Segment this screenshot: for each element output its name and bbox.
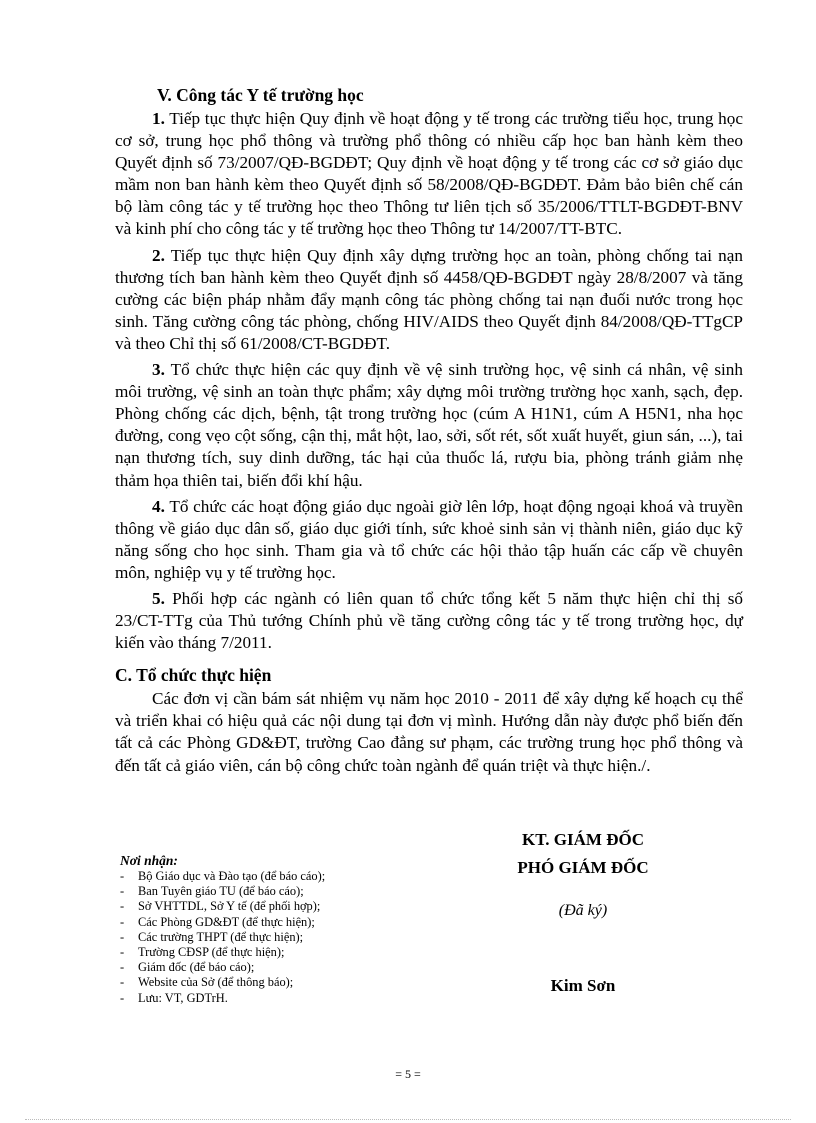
- item-number: 1.: [152, 109, 165, 128]
- item-text: Tổ chức thực hiện các quy định về vệ sinh trường học, vệ sinh cá nhân, vệ sinh môi trường, vệ sinh an toàn thực phẩm; xây dựng môi trường trường học xanh, sạch, đẹp. Phòng chống các dịch, bệnh, tật trong trường học (cúm A H1N1, cúm A H5N1, nha học đường, cong vẹo cột sống, cận thị, mắt hột, lao, sởi, sốt rét, sốt xuất huyết, giun sán, ...), tai nạn thương tích, suy dinh dưỡng, tác hại của thuốc lá, rượu bia, phòng tránh giảm nhẹ thảm họa thiên tai, biến đổi khí hậu.: [115, 360, 743, 490]
- section-c-heading: C. Tổ chức thực hiện: [115, 665, 272, 686]
- list-item: - Các Phòng GD&ĐT (để thực hiện);: [120, 914, 315, 929]
- item-number: 2.: [152, 245, 165, 265]
- signature-position: PHÓ GIÁM ĐỐC: [517, 858, 649, 877]
- recipients-list: [120, 869, 430, 1006]
- section-v-item-5: [115, 588, 743, 654]
- item-text: Tổ chức các hoạt động giáo dục ngoài giờ lên lớp, hoạt động ngoại khoá và truyền thông về giáo dục dân số, giáo dục giới tính, sức khoẻ sinh sản vị thành niên, giáo dục kỹ năng sống cho học sinh. Tham gia và tổ chức các hội thảo tập huấn các cấp về chuyên môn, nghiệp vụ y tế trường học.: [115, 496, 743, 582]
- signature-block: [468, 826, 698, 996]
- signature-title: KT. GIÁM ĐỐC: [522, 830, 644, 849]
- page-divider: [25, 1119, 791, 1120]
- list-item: - Lưu: VT, GDTrH.: [120, 990, 228, 1005]
- section-v-item-3: [115, 359, 743, 492]
- item-number: 5.: [152, 588, 165, 608]
- section-c-text: Các đơn vị cần bám sát nhiệm vụ năm học 2010 - 2011 để xây dựng kế hoạch cụ thể và triển khai có hiệu quả các nội dung tại đơn vị mình. Hướng dẫn này được phổ biến đến tất cả các Phòng GD&ĐT, trường Cao đẳng sư phạm, các trường trung học phổ thông và đến tất cả giáo viên, cán bộ công chức toàn ngành để quán triệt và thực hiện./.: [115, 689, 743, 775]
- list-item: - Trường CĐSP (để thực hiện);: [120, 945, 285, 960]
- signer-name: Kim Sơn: [550, 976, 616, 995]
- recipients-title: Nơi nhận:: [120, 853, 178, 868]
- item-number: 4.: [152, 496, 165, 516]
- section-v-item-2: [115, 245, 743, 355]
- page-number: = 5 =: [395, 1067, 421, 1081]
- signed-note: (Đã ký): [558, 902, 608, 919]
- section-v-heading: V. Công tác Y tế trường học: [157, 85, 364, 105]
- document-body: [115, 84, 743, 781]
- section-v-item-4: [115, 496, 743, 584]
- item-text: Tiếp tục thực hiện Quy định xây dựng trường học an toàn, phòng chống tai nạn thương tích ban hành kèm theo Quyết định số 4458/QĐ-BGDĐT ngày 28/8/2007 và tăng cường các biện pháp nhằm đẩy mạnh công tác phòng chống tai nạn đuối nước trong học sinh. Tăng cường công tác phòng, chống HIV/AIDS theo Quyết định 84/2008/QĐ-TTgCP và theo Chỉ thị số 61/2008/CT-BGDĐT.: [115, 245, 743, 353]
- list-item: - Bộ Giáo dục và Đào tạo (để báo cáo);: [120, 869, 326, 883]
- list-item: - Sở VHTTDL, Sở Y tế (để phối hợp);: [120, 899, 321, 914]
- list-item: - Website của Sở (để thông báo);: [120, 975, 294, 990]
- list-item: - Giám đốc (để báo cáo);: [120, 960, 255, 975]
- list-item: - Các trường THPT (để thực hiện);: [120, 929, 304, 944]
- item-text: Tiếp tục thực hiện Quy định về hoạt động y tế trong các trường tiểu học, trung học cơ sở, trung học phổ thông và trường phổ thông có nhiều cấp học ban hành kèm theo Quyết định số 73/2007/QĐ-BGDĐT; Quy định về hoạt động y tế trong các cơ sở giáo dục mầm non ban hành kèm theo Quyết định số 58/2008/QĐ-BGDĐT. Đảm bảo biên chế cán bộ làm công tác y tế trường học theo Thông tư liên tịch số 35/2006/TTLT-BGDĐT-BNV và kinh phí cho công tác y tế trường học theo Thông tư 14/2007/TT-BTC.: [115, 109, 743, 239]
- item-text: Phối hợp các ngành có liên quan tổ chức tổng kết 5 năm thực hiện chỉ thị số 23/CT-TTg của Thủ tướng Chính phủ về tăng cường công tác y tế trong trường học, dự kiến vào tháng 7/2011.: [115, 588, 743, 653]
- item-number: 3.: [152, 360, 165, 380]
- section-v-item-1: [115, 108, 743, 241]
- recipients-block: [120, 852, 430, 1006]
- list-item: - Ban Tuyên giáo TU (để báo cáo);: [120, 884, 304, 899]
